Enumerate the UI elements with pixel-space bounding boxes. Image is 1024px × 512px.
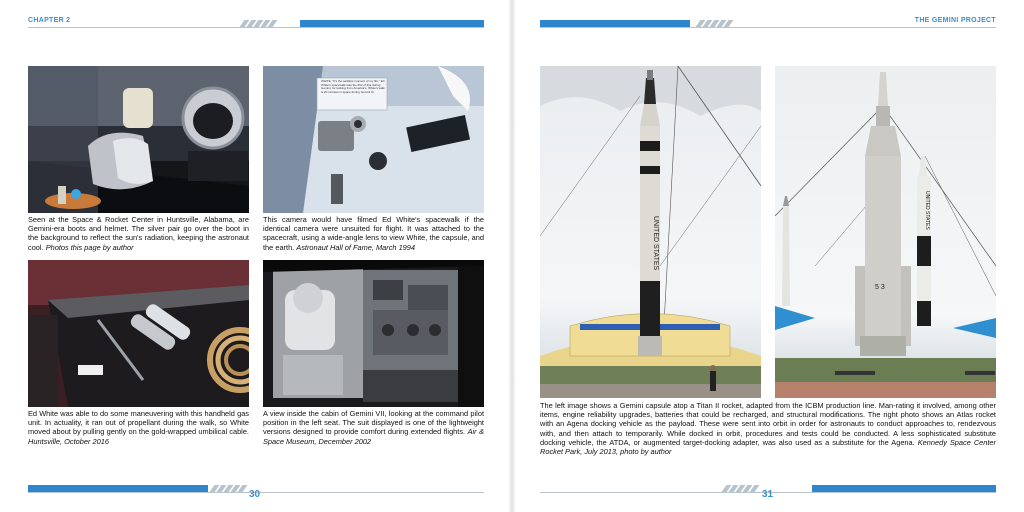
- chapter-label: CHAPTER 2: [28, 17, 71, 24]
- photo-cabin: [263, 260, 484, 407]
- footer-accent-bar: [812, 485, 996, 492]
- atlas-side-marking: UNITED STATES: [924, 191, 930, 230]
- caption-boots-helmet: [28, 215, 249, 252]
- photo-titan-gemini: [540, 66, 761, 398]
- caption-text: The left image shows a Gemini capsule atop a Titan II rocket, adapted from the ICBM production line. Man-rating it involved, among other items, engine reliability upgrades, batteries that could be recharged, and structural modifications. The right photo shows an Atlas rocket with an Agena docking vehicle as the payload. These were sent into orbit in order for astronauts to conduct approaches to, rendezvous with, and then attach to temporarily. While docked in orbit, procedures and tests could be conducted. A less sophisticated substitute docking vehicle, the ATDA, or augmented target-docking adapter, was also used as a substitute for the Agena.: [540, 401, 996, 447]
- footer-stripes: [724, 485, 757, 492]
- placard-text: [321, 80, 385, 108]
- photo-camera: [263, 66, 484, 213]
- header-accent-bar: [540, 20, 690, 27]
- page-number: 30: [249, 489, 261, 500]
- book-gutter: [508, 0, 516, 512]
- photo-gas-unit: [28, 260, 249, 407]
- caption-credit: Huntsville, October 2016: [28, 436, 109, 446]
- footer-accent-bar: [28, 485, 208, 492]
- caption-camera: [263, 215, 484, 252]
- caption-text: This camera would have filmed Ed White's spacewalk if the identical camera were unsuited for flight. It was attached to the spacecraft, using a wide-angle lens to view White, the capsule, and the earth.: [263, 215, 484, 252]
- atlas-number: 5 3: [875, 284, 885, 291]
- caption-cabin: [263, 409, 484, 446]
- titan-marking: UNITED STATES: [652, 216, 659, 271]
- caption-credit: Astronaut Hall of Fame, March 1994: [296, 242, 416, 252]
- caption-text: Seen at the Space & Rocket Center in Huntsville, Alabama, are Gemini-era boots and helmet. The silver pair go over the boot in the background to reflect the sun's radiation, keeping the astronaut cool.: [28, 215, 249, 252]
- caption-text: A view inside the cabin of Gemini VII, looking at the command pilot position in the left seat. The suit displayed is one of the lightweight versions designed to provide comfort during extended flights.: [263, 409, 484, 437]
- header-rule: [540, 27, 996, 28]
- photo-atlas-agena: [775, 66, 996, 398]
- header-rule: [28, 27, 484, 28]
- caption-credit: Air & Space Museum, December 2002: [263, 427, 484, 446]
- page-number: 31: [762, 489, 774, 500]
- header-stripes: [242, 20, 275, 27]
- caption-credit: Photos this page by author: [45, 242, 134, 252]
- placard-body: Ed White's spacewalk was the first of this during Gemini, for lacking from America's. White's walk is 20 minutes in space during Gemini IV.: [321, 80, 385, 94]
- placard-title: WHITE: "It's the saddest moment of my life.": [321, 80, 380, 83]
- caption-credit: Kennedy Space Center Rocket Park, July 2013, photo by author: [540, 437, 997, 457]
- footer-stripes: [212, 485, 245, 492]
- photo-boots-helmet: [28, 66, 249, 213]
- right-page: [512, 0, 1024, 512]
- caption-gas-unit: [28, 409, 249, 446]
- header-stripes: [698, 20, 731, 27]
- book-title-label: THE GEMINI PROJECT: [914, 17, 996, 24]
- caption-rockets: [540, 401, 996, 456]
- caption-text: Ed White was able to do some maneuvering with this handheld gas unit. In actuality, it ran out of propellant during the walk, so White moved about by pulling gently on the gold-wrapped umbilical cable.: [28, 409, 249, 437]
- header-accent-bar: [300, 20, 484, 27]
